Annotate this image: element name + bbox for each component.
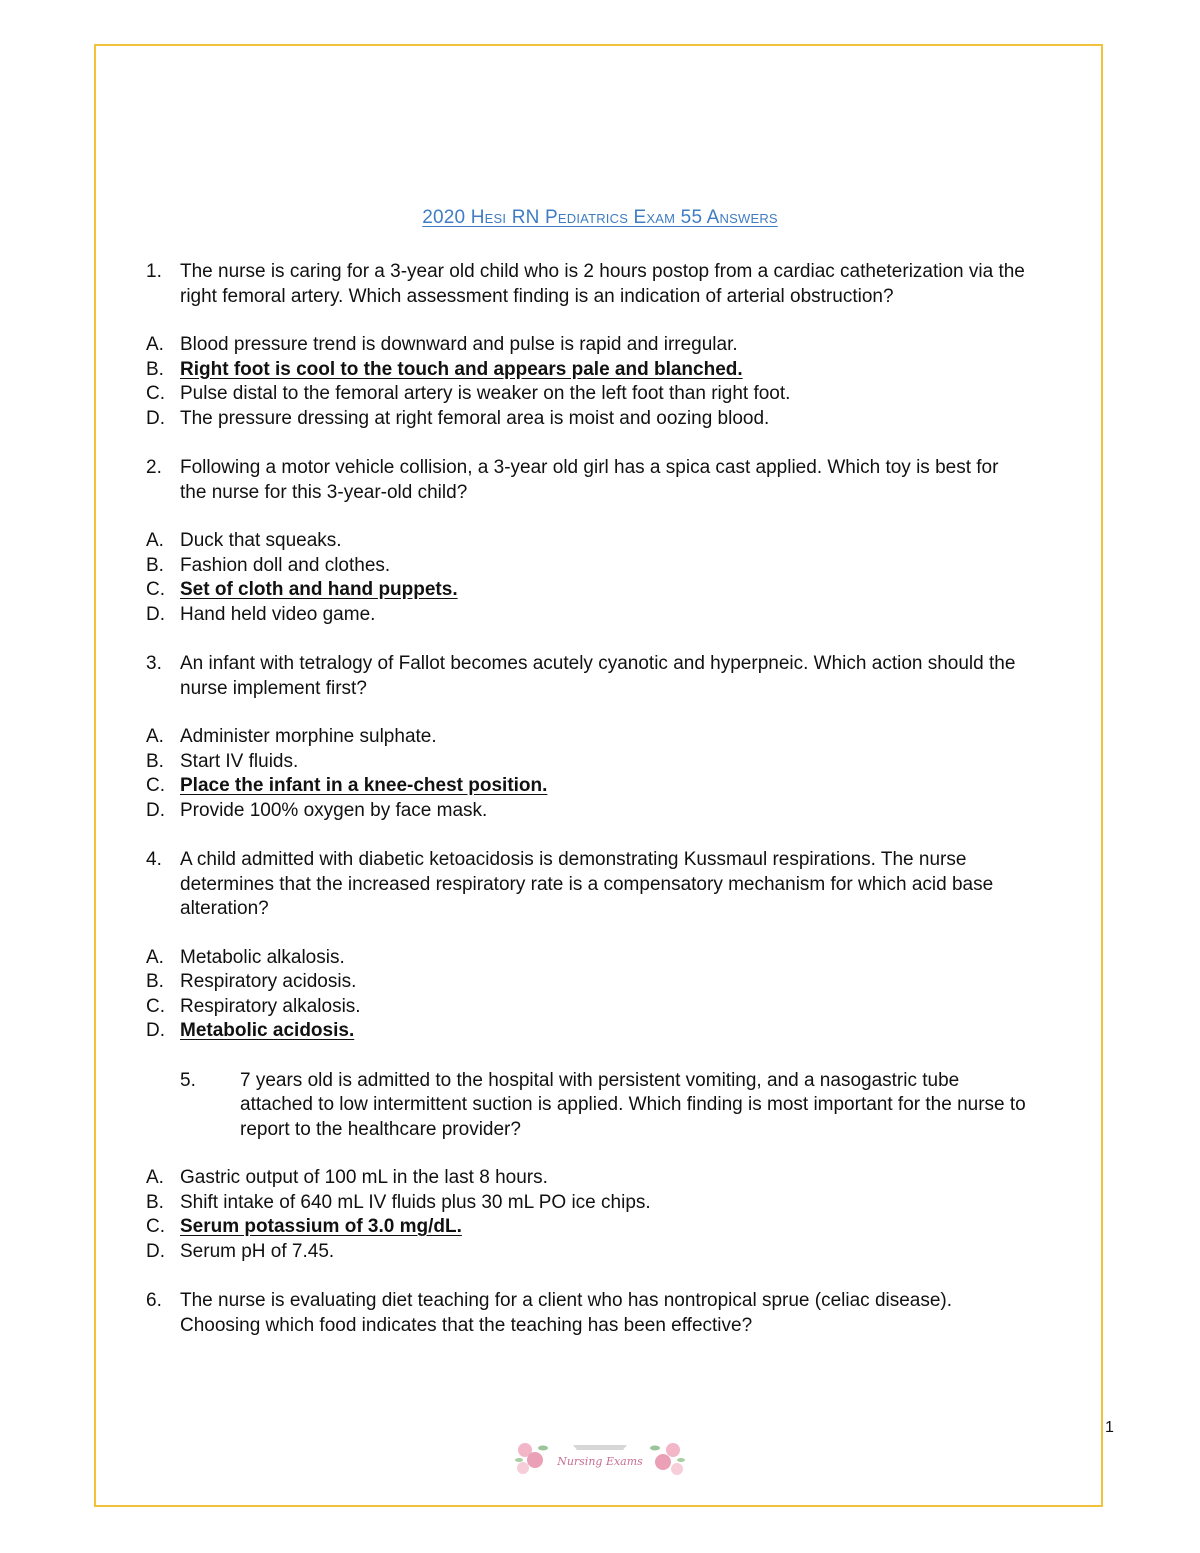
question-stem: [146, 848, 1026, 922]
option-a: [146, 1166, 1026, 1191]
question-number: 5.: [180, 1069, 196, 1091]
option-text: Metabolic alkalosis.: [180, 946, 345, 968]
answer-options: [146, 529, 1026, 627]
option-text: Shift intake of 640 mL IV fluids plus 30 mL PO ice chips.: [180, 1191, 651, 1213]
option-b: [146, 1191, 1026, 1216]
option-b-correct: [146, 358, 1026, 383]
question-text: A child admitted with diabetic ketoacidosis is demonstrating Kussmaul respirations. The nurse determines that the increased respiratory rate is a compensatory mechanism for which acid base alteration?: [180, 849, 994, 919]
option-text: Respiratory alkalosis.: [180, 995, 361, 1017]
option-letter: D.: [146, 1240, 165, 1262]
option-d: [146, 799, 1026, 824]
option-letter: A.: [146, 1167, 164, 1188]
question-stem: [146, 260, 1026, 309]
option-letter: D.: [146, 1020, 165, 1041]
option-letter: D.: [146, 407, 165, 429]
option-b: [146, 554, 1026, 579]
option-letter: C.: [146, 995, 165, 1017]
option-letter: C.: [146, 1216, 165, 1237]
question-3: [146, 652, 1026, 823]
question-text: The nurse is caring for a 3-year old child who is 2 hours postop from a cardiac catheterization via the right femoral artery. Which assessment finding is an indication of arterial obstruction?: [180, 261, 1025, 307]
option-text: Set of cloth and hand puppets.: [180, 579, 458, 600]
question-4: [146, 848, 1026, 1044]
option-b: [146, 970, 1026, 995]
option-letter: C.: [146, 775, 165, 796]
option-d-correct: [146, 1019, 1026, 1044]
question-number: 2.: [146, 457, 162, 478]
question-stem: [146, 652, 1026, 701]
option-d: [146, 603, 1026, 628]
option-letter: D.: [146, 799, 165, 821]
option-letter: C.: [146, 383, 165, 404]
question-stem: [146, 1069, 1026, 1143]
question-text: Following a motor vehicle collision, a 3-year old girl has a spica cast applied. Which toy is best for the nurse for this 3-year-old child?: [180, 457, 999, 503]
question-stem: [146, 1289, 1026, 1338]
option-letter: A.: [146, 726, 164, 747]
option-letter: B.: [146, 971, 164, 992]
option-d: [146, 407, 1026, 432]
option-text: Blood pressure trend is downward and pulse is rapid and irregular.: [180, 334, 738, 355]
option-letter: A.: [146, 946, 164, 968]
option-c-correct: [146, 1215, 1026, 1240]
option-text: Gastric output of 100 mL in the last 8 hours.: [180, 1167, 548, 1188]
option-text: Pulse distal to the femoral artery is weaker on the left foot than right foot.: [180, 383, 791, 404]
option-letter: B.: [146, 1191, 164, 1213]
option-a: [146, 946, 1026, 971]
option-text: Start IV fluids.: [180, 750, 299, 772]
question-list: [146, 260, 1026, 1363]
question-text: 7 years old is admitted to the hospital with persistent vomiting, and a nasogastric tube attached to low intermittent suction is applied. Which finding is most important for the nurse to report to the healthcare provider?: [240, 1069, 1026, 1140]
option-text: Hand held video game.: [180, 603, 376, 625]
option-d: [146, 1240, 1026, 1265]
option-letter: B.: [146, 554, 164, 576]
option-text: Serum pH of 7.45.: [180, 1240, 335, 1262]
option-text: Administer morphine sulphate.: [180, 726, 437, 747]
option-text: Fashion doll and clothes.: [180, 554, 391, 576]
option-text: Respiratory acidosis.: [180, 971, 357, 992]
option-text: Right foot is cool to the touch and appears pale and blanched.: [180, 358, 743, 380]
page-number: 1: [1105, 1419, 1114, 1436]
question-5: [146, 1069, 1026, 1265]
option-text: Serum potassium of 3.0 mg/dL.: [180, 1216, 462, 1237]
option-a: [146, 725, 1026, 750]
question-2: [146, 456, 1026, 627]
option-text: Provide 100% oxygen by face mask.: [180, 799, 488, 821]
question-text: An infant with tetralogy of Fallot becomes acutely cyanotic and hyperpneic. Which action should the nurse implement first?: [180, 653, 1016, 699]
option-c-correct: [146, 774, 1026, 799]
question-number: 3.: [146, 653, 162, 674]
option-text: The pressure dressing at right femoral area is moist and oozing blood.: [180, 407, 770, 429]
option-c-correct: [146, 578, 1026, 603]
option-a: [146, 333, 1026, 358]
option-c: [146, 382, 1026, 407]
nursing-exams-logo: [513, 1436, 687, 1482]
option-letter: C.: [146, 579, 165, 600]
question-stem: [146, 456, 1026, 505]
option-b: [146, 750, 1026, 775]
option-letter: B.: [146, 358, 164, 380]
option-text: Duck that squeaks.: [180, 530, 342, 551]
answer-options: [146, 1166, 1026, 1264]
question-number: 1.: [146, 261, 162, 282]
answer-options: [146, 333, 1026, 431]
question-number: 4.: [146, 849, 162, 870]
question-6: [146, 1289, 1026, 1338]
option-letter: B.: [146, 750, 164, 772]
option-letter: D.: [146, 603, 165, 625]
option-text: Place the infant in a knee-chest position.: [180, 775, 548, 796]
answer-options: [146, 725, 1026, 823]
question-number: 6.: [146, 1290, 162, 1311]
option-letter: A.: [146, 530, 164, 551]
option-c: [146, 995, 1026, 1020]
option-text: Metabolic acidosis.: [180, 1020, 355, 1041]
question-text: The nurse is evaluating diet teaching for a client who has nontropical sprue (celiac disease). Choosing which food indicates that the teaching has been effective?: [180, 1290, 953, 1336]
logo-text: Nursing Exams: [557, 1455, 643, 1468]
option-a: [146, 529, 1026, 554]
answer-options: [146, 946, 1026, 1044]
option-letter: A.: [146, 334, 164, 355]
document-title: 2020 Hesi RN Pediatrics Exam 55 Answers: [422, 207, 778, 228]
question-1: [146, 260, 1026, 431]
